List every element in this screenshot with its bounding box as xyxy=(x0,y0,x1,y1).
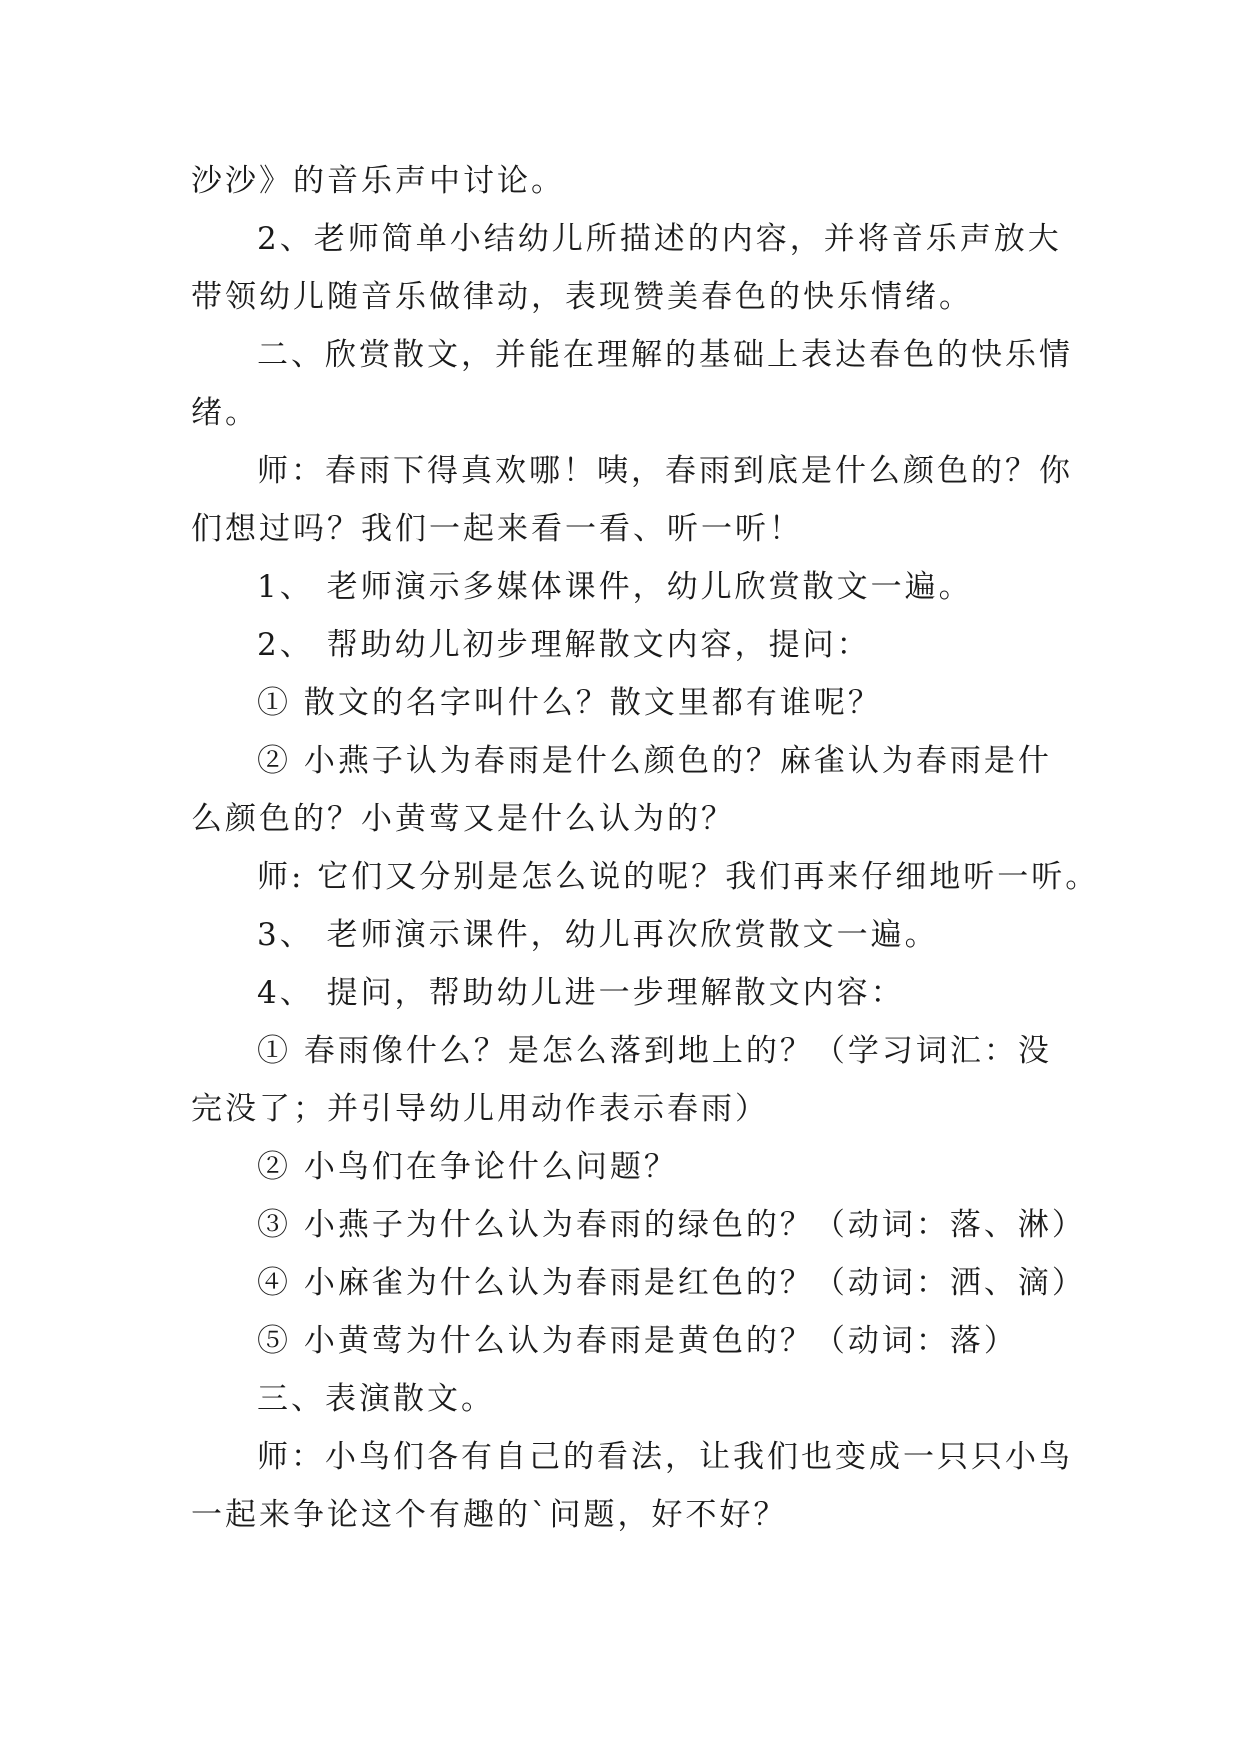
text-line: 2、 帮助幼儿初步理解散文内容，提问： xyxy=(257,627,871,663)
text-line: 么颜色的？小黄莺又是什么认为的？ xyxy=(191,801,735,837)
text-line: 绪。 xyxy=(191,395,259,431)
text-line: 1、 老师演示多媒体课件，幼儿欣赏散文一遍。 xyxy=(257,569,973,605)
text-line: 4、 提问，帮助幼儿进一步理解散文内容： xyxy=(257,975,905,1011)
text-line: 3、 老师演示课件，幼儿再次欣赏散文一遍。 xyxy=(257,917,939,953)
text-line: ② 小鸟们在争论什么问题？ xyxy=(257,1149,678,1185)
text-line: ③ 小燕子为什么认为春雨的绿色的？（动词：落、淋） xyxy=(257,1207,1086,1243)
document-body xyxy=(191,152,1100,1544)
text-line: 师：春雨下得真欢哪！咦，春雨到底是什么颜色的？你 xyxy=(257,453,1073,489)
text-line: 沙沙》的音乐声中讨论。 xyxy=(191,163,565,199)
text-line: 师：小鸟们各有自己的看法，让我们也变成一只只小鸟 xyxy=(257,1439,1073,1475)
text-line: 三、表演散文。 xyxy=(257,1381,495,1417)
text-line: 2、老师简单小结幼儿所描述的内容，并将音乐声放大 xyxy=(257,221,1062,257)
text-line: ① 春雨像什么？是怎么落到地上的？（学习词汇：没 xyxy=(257,1033,1052,1069)
text-line: 带领幼儿随音乐做律动，表现赞美春色的快乐情绪。 xyxy=(191,279,973,315)
text-line: ② 小燕子认为春雨是什么颜色的？麻雀认为春雨是什 xyxy=(257,743,1052,779)
text-line: 一起来争论这个有趣的`问题，好不好？ xyxy=(191,1497,788,1533)
text-line: 二、欣赏散文，并能在理解的基础上表达春色的快乐情 xyxy=(257,337,1073,373)
text-line: 们想过吗？我们一起来看一看、听一听！ xyxy=(191,511,803,547)
text-line: ① 散文的名字叫什么？散文里都有谁呢？ xyxy=(257,685,882,721)
text-line: ④ 小麻雀为什么认为春雨是红色的？（动词：洒、滴） xyxy=(257,1265,1086,1301)
text-line: 师: 它们又分别是怎么说的呢？我们再来仔细地听一听。 xyxy=(257,859,1100,895)
text-line: ⑤ 小黄莺为什么认为春雨是黄色的？（动词：落） xyxy=(257,1323,1018,1359)
text-line: 完没了；并引导幼儿用动作表示春雨） xyxy=(191,1091,769,1127)
